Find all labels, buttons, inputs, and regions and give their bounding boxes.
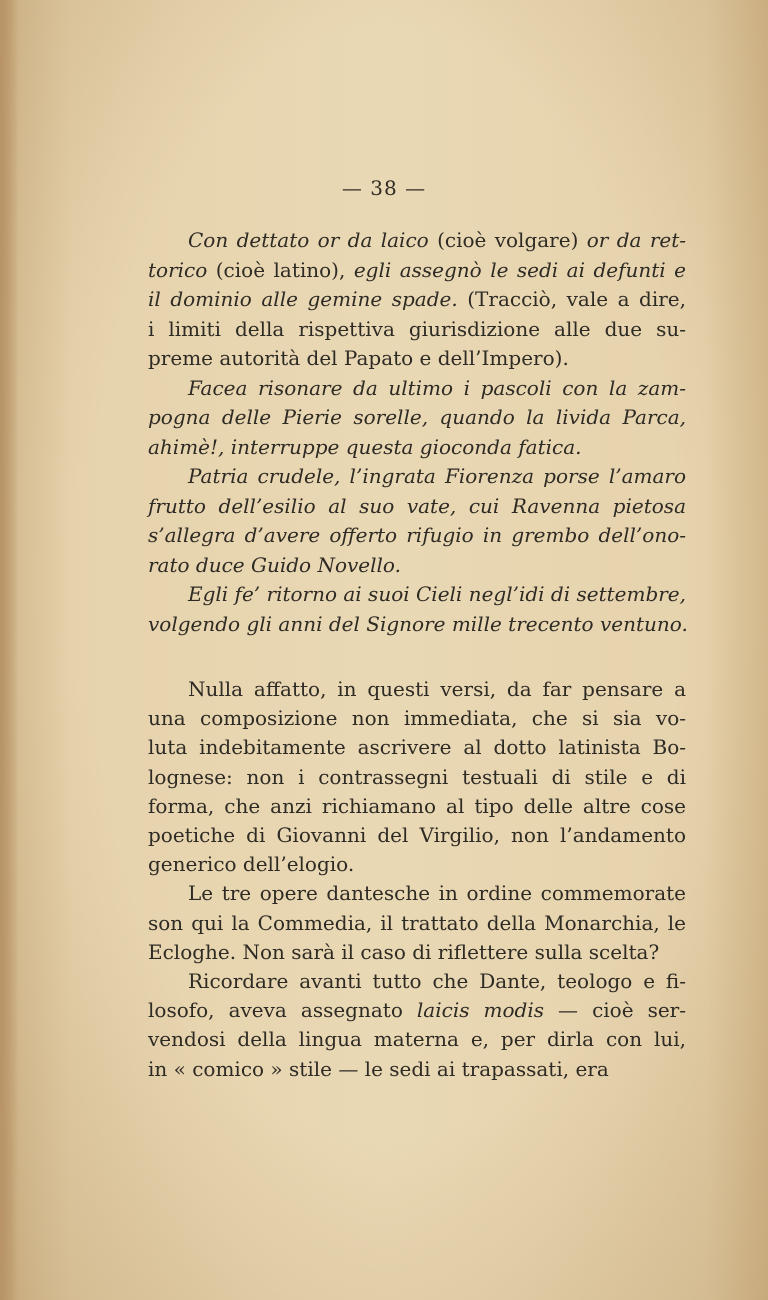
italic-run: ahimè!, interruppe questa gioconda fatica. — [148, 434, 582, 459]
text-line — [148, 521, 686, 551]
italic-run: il dominio alle gemine spade. — [148, 287, 458, 311]
roman-run: (Tracciò, vale a dire, — [457, 287, 686, 311]
text-line — [148, 675, 686, 704]
roman-run: preme autorità del Papato e dell’Impero). — [148, 346, 569, 370]
text-line — [148, 792, 686, 821]
roman-run: — cioè ser- — [544, 998, 687, 1023]
italic-run: volgendo gli anni del Signore mille trecento ventuno. — [148, 611, 688, 636]
roman-run: lognese: non i contrassegni testuali di stile e di — [148, 764, 686, 789]
verse-paraphrase — [148, 226, 686, 639]
text-line — [148, 226, 686, 256]
text-line — [148, 580, 686, 610]
text-line — [148, 433, 686, 463]
section-spacer — [148, 639, 686, 675]
text-line — [148, 938, 686, 967]
text-line — [148, 344, 686, 374]
text-line — [148, 285, 686, 315]
text-line — [148, 763, 686, 792]
italic-run: egli assegnò le sedi ai defunti e — [353, 257, 687, 282]
text-line — [148, 1025, 686, 1054]
roman-run: una composizione non immediata, che si sia vo- — [148, 706, 686, 731]
text-line — [148, 551, 686, 581]
page-number: — 38 — — [341, 176, 427, 200]
text-line — [148, 403, 686, 433]
italic-run: Egli fe’ ritorno ai suoi Cieli negl’idi di settembre, — [188, 582, 686, 606]
italic-run: Con dettato or da laico — [188, 228, 429, 252]
roman-run: poetiche di Giovanni del Virgilio, non l’andamento — [148, 823, 686, 848]
italic-run: pogna delle Pierie sorelle, quando la livida Parca, — [148, 405, 686, 429]
italic-run: frutto dell’esilio al suo vate, cui Ravenna pietosa — [148, 493, 686, 518]
text-line — [148, 996, 686, 1025]
text-line — [148, 704, 686, 733]
roman-run: son qui la Commedia, il trattato della Monarchia, le — [148, 910, 686, 935]
roman-run: generico dell’elogio. — [148, 852, 355, 877]
roman-run: luta indebitamente ascrivere al dotto latinista Bo- — [148, 735, 686, 760]
roman-run: i limiti della rispettiva giurisdizione alle due su- — [148, 316, 686, 341]
text-line — [148, 909, 686, 938]
text-line — [148, 315, 686, 345]
text-line — [148, 850, 686, 879]
text-line — [148, 462, 686, 492]
roman-run: vendosi della lingua materna e, per dirla con lui, — [148, 1027, 686, 1052]
text-line — [148, 733, 686, 762]
roman-run: losofo, aveva assegnato — [148, 998, 417, 1023]
italic-run: or da ret- — [586, 228, 687, 252]
text-line — [148, 374, 686, 404]
text-line — [148, 967, 686, 996]
text-line — [148, 821, 686, 850]
text-block — [148, 226, 686, 1084]
text-line — [148, 610, 686, 640]
italic-run: laicis modis — [416, 998, 544, 1023]
roman-run: Nulla affatto, in questi versi, da far pensare a — [188, 677, 686, 701]
roman-run: (cioè volgare) — [428, 228, 587, 252]
italic-run: torico — [148, 257, 208, 282]
roman-run: Ricordare avanti tutto che Dante, teologo e fi- — [188, 969, 686, 994]
italic-run: Patria crudele, l’ingrata Fiorenza porse l’amaro — [188, 464, 686, 488]
commentary — [148, 675, 686, 1084]
roman-run: Ecloghe. Non sarà il caso di riflettere sulla scelta? — [148, 939, 660, 964]
roman-run: in « comico » stile — le sedi ai trapassati, era — [148, 1056, 609, 1081]
text-line — [148, 256, 686, 286]
roman-run: (cioè latino), — [207, 257, 354, 282]
text-line — [148, 879, 686, 908]
text-line — [148, 1055, 686, 1084]
italic-run: Facea risonare da ultimo i pascoli con la zam- — [188, 375, 686, 400]
italic-run: s’allegra d’avere offerto rifugio in grembo dell’ono- — [148, 523, 686, 547]
text-line — [148, 492, 686, 522]
roman-run: forma, che anzi richiamano al tipo delle altre cose — [148, 793, 686, 818]
italic-run: rato duce Guido Novello. — [148, 552, 401, 577]
roman-run: Le tre opere dantesche in ordine commemorate — [188, 881, 686, 906]
